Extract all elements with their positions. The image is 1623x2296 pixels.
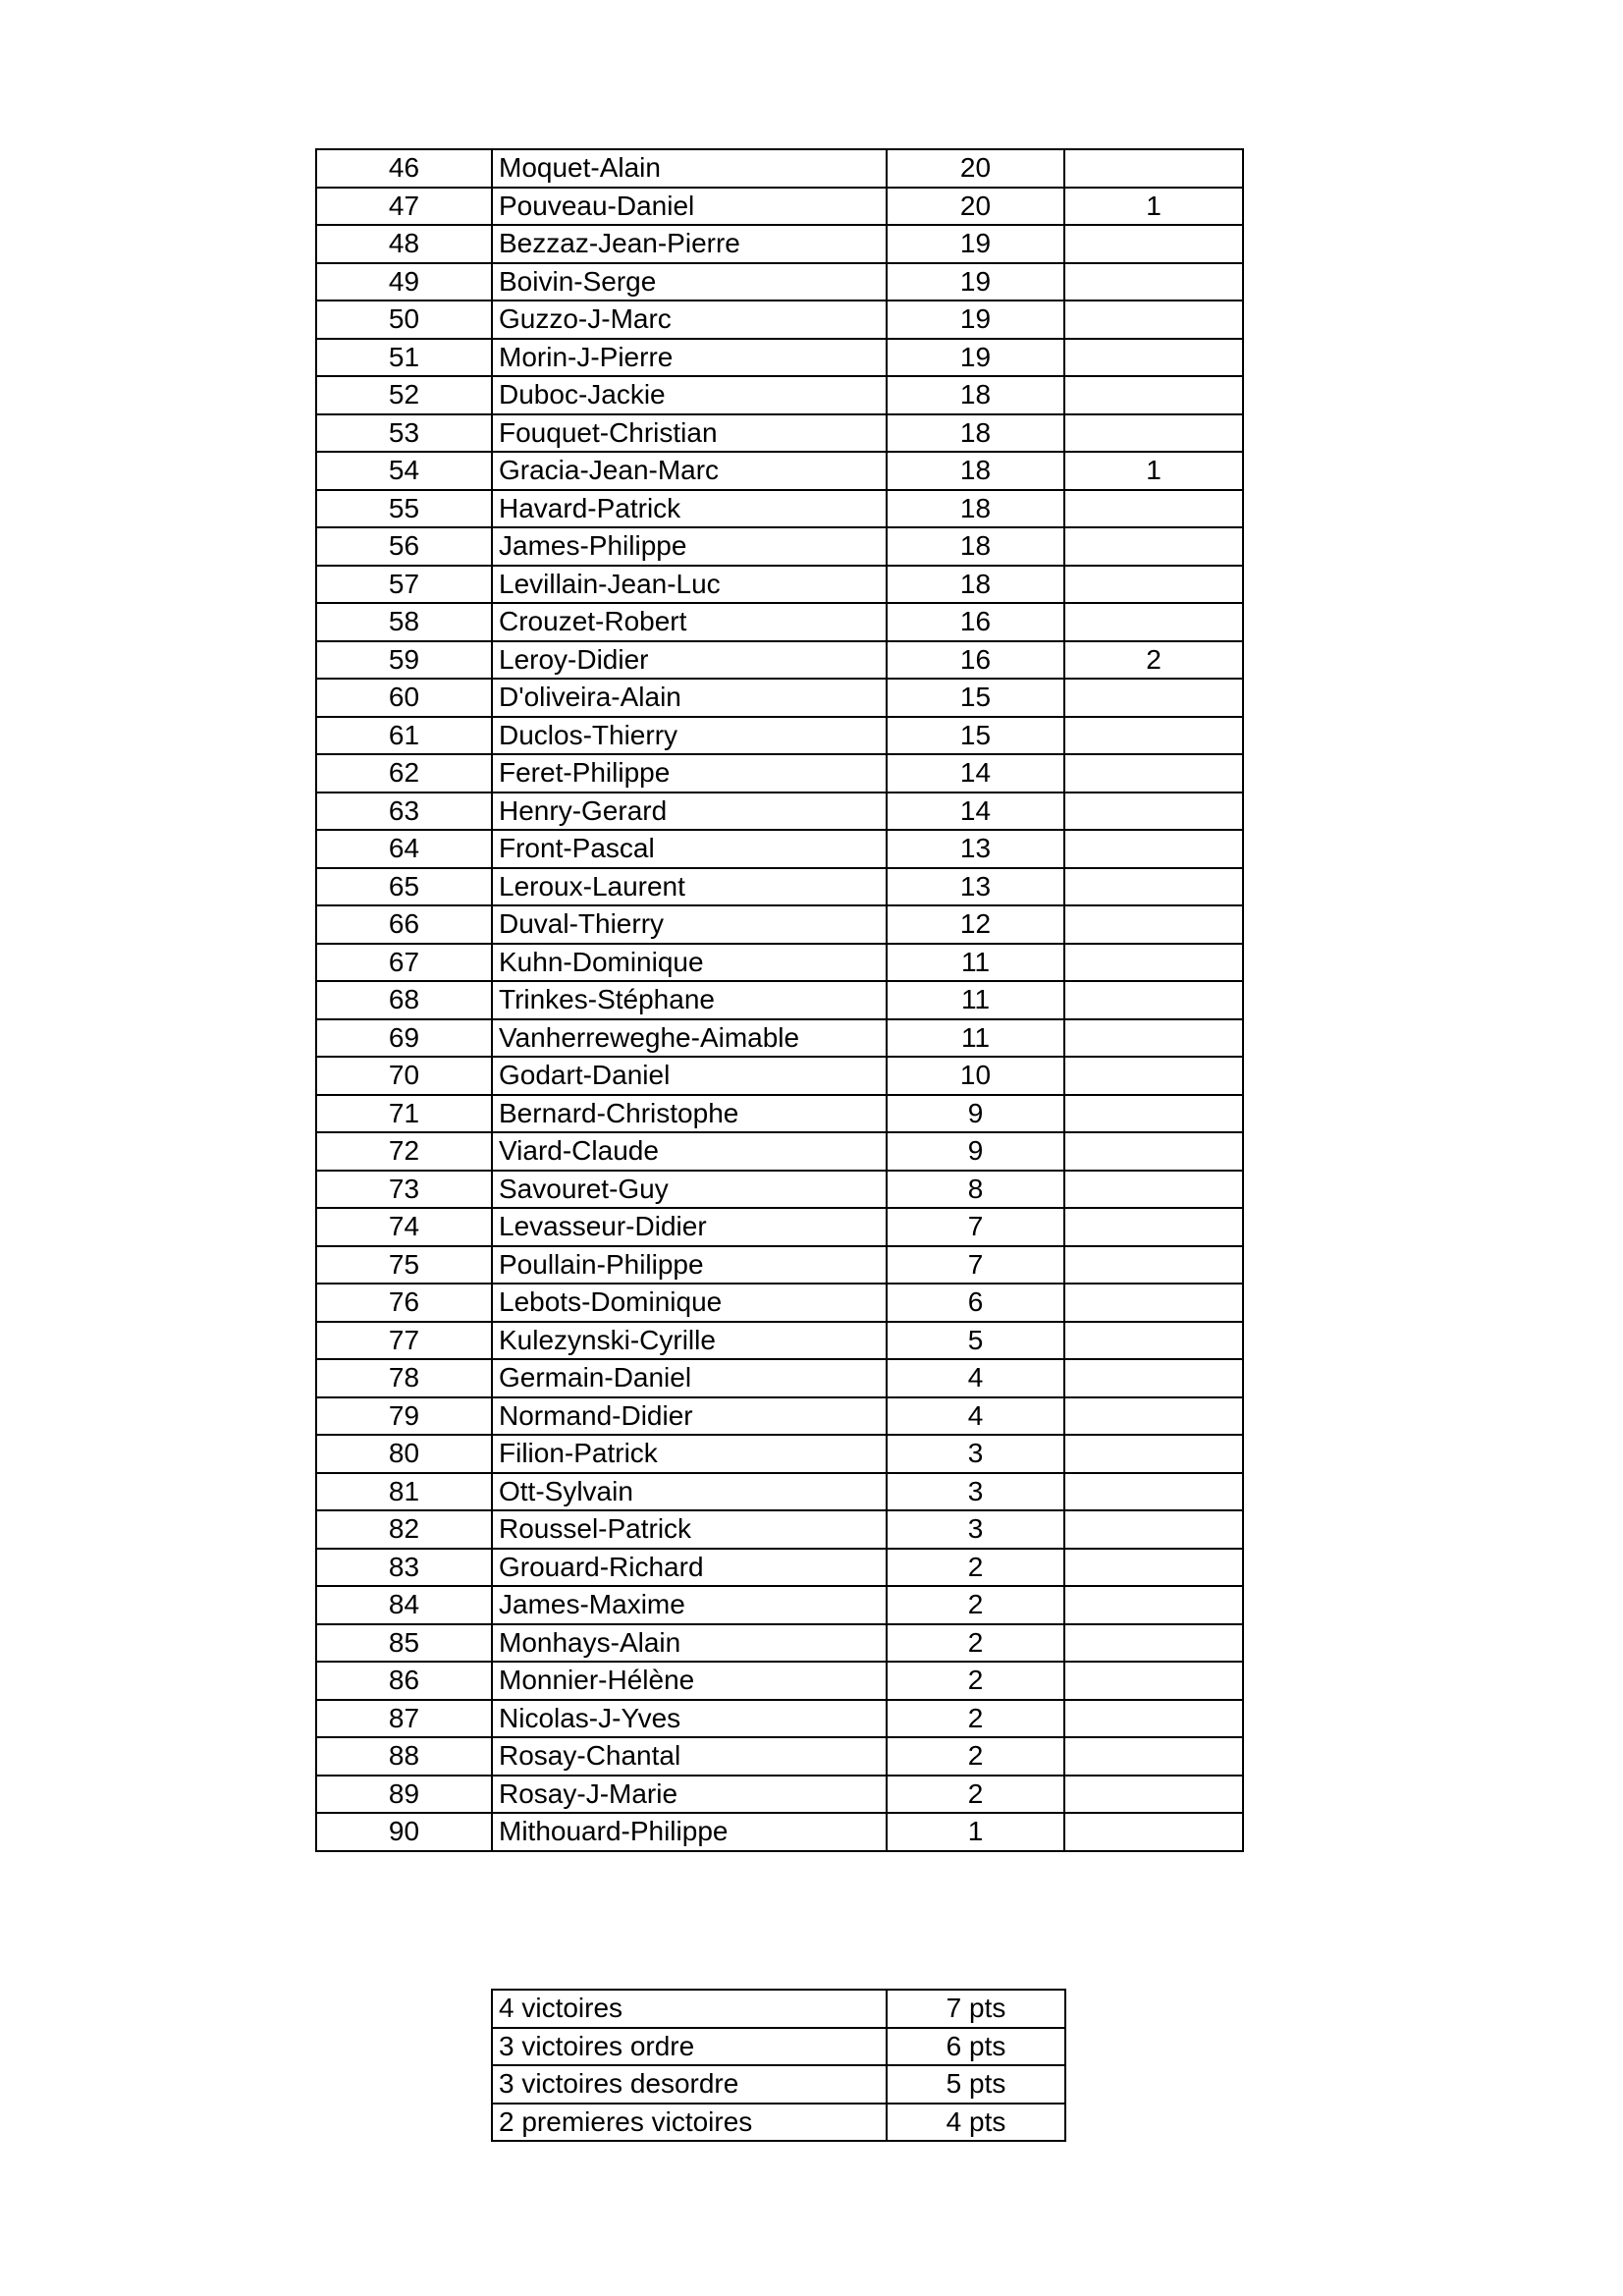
- table-row: [316, 1776, 1243, 1814]
- player-name-cell: Savouret-Guy: [492, 1171, 887, 1209]
- table-row: [316, 1322, 1243, 1360]
- table-row: [316, 1662, 1243, 1700]
- points-cell: 10: [887, 1057, 1064, 1095]
- player-name-cell: Vanherreweghe-Aimable: [492, 1019, 887, 1058]
- rank-cell: 52: [316, 376, 492, 414]
- player-name-cell: Rosay-J-Marie: [492, 1776, 887, 1814]
- bonus-cell: [1064, 754, 1243, 793]
- rank-cell: 69: [316, 1019, 492, 1058]
- player-name-cell: Mithouard-Philippe: [492, 1813, 887, 1851]
- points-cell: 19: [887, 301, 1064, 339]
- bonus-cell: [1064, 1510, 1243, 1549]
- rank-cell: 79: [316, 1397, 492, 1436]
- table-row: [316, 1171, 1243, 1209]
- bonus-cell: [1064, 1700, 1243, 1738]
- rank-cell: 78: [316, 1359, 492, 1397]
- bonus-cell: [1064, 1095, 1243, 1133]
- rank-cell: 73: [316, 1171, 492, 1209]
- player-name-cell: Grouard-Richard: [492, 1549, 887, 1587]
- table-row: [492, 1990, 1065, 2028]
- player-name-cell: Kuhn-Dominique: [492, 944, 887, 982]
- rank-cell: 65: [316, 868, 492, 906]
- table-row: [316, 1435, 1243, 1473]
- table-row: [316, 1246, 1243, 1285]
- player-name-cell: Kulezynski-Cyrille: [492, 1322, 887, 1360]
- rank-cell: 87: [316, 1700, 492, 1738]
- bonus-cell: [1064, 1132, 1243, 1171]
- rank-cell: 88: [316, 1737, 492, 1776]
- rank-cell: 70: [316, 1057, 492, 1095]
- rank-cell: 63: [316, 793, 492, 831]
- points-cell: 14: [887, 754, 1064, 793]
- player-name-cell: Poullain-Philippe: [492, 1246, 887, 1285]
- table-row: [316, 1284, 1243, 1322]
- rank-cell: 60: [316, 679, 492, 717]
- points-cell: 3: [887, 1510, 1064, 1549]
- table-row: [316, 452, 1243, 490]
- bonus-cell: [1064, 527, 1243, 566]
- ranking-table-body: [316, 149, 1243, 1851]
- player-name-cell: Leroux-Laurent: [492, 868, 887, 906]
- points-cell: 13: [887, 868, 1064, 906]
- table-row: [316, 1549, 1243, 1587]
- player-name-cell: Feret-Philippe: [492, 754, 887, 793]
- table-row: [316, 1737, 1243, 1776]
- player-name-cell: Germain-Daniel: [492, 1359, 887, 1397]
- bonus-cell: [1064, 1246, 1243, 1285]
- rank-cell: 48: [316, 225, 492, 263]
- player-name-cell: Godart-Daniel: [492, 1057, 887, 1095]
- table-row: [316, 1208, 1243, 1246]
- bonus-cell: [1064, 830, 1243, 868]
- rank-cell: 76: [316, 1284, 492, 1322]
- rank-cell: 56: [316, 527, 492, 566]
- bonus-cell: [1064, 981, 1243, 1019]
- points-cell: 3: [887, 1435, 1064, 1473]
- bonus-cell: [1064, 149, 1243, 188]
- ranking-table: [315, 148, 1244, 1852]
- bonus-cell: [1064, 717, 1243, 755]
- rank-cell: 57: [316, 566, 492, 604]
- player-name-cell: Bezzaz-Jean-Pierre: [492, 225, 887, 263]
- player-name-cell: Morin-J-Pierre: [492, 339, 887, 377]
- points-cell: 20: [887, 188, 1064, 226]
- points-cell: 16: [887, 641, 1064, 680]
- bonus-cell: [1064, 1473, 1243, 1511]
- table-row: [316, 1473, 1243, 1511]
- rank-cell: 77: [316, 1322, 492, 1360]
- player-name-cell: Duclos-Thierry: [492, 717, 887, 755]
- rank-cell: 66: [316, 905, 492, 944]
- player-name-cell: Duboc-Jackie: [492, 376, 887, 414]
- scoring-table: [491, 1989, 1066, 2142]
- rank-cell: 80: [316, 1435, 492, 1473]
- bonus-cell: [1064, 868, 1243, 906]
- scoring-label-cell: 3 victoires ordre: [492, 2028, 887, 2066]
- points-cell: 6: [887, 1284, 1064, 1322]
- player-name-cell: Leroy-Didier: [492, 641, 887, 680]
- rank-cell: 86: [316, 1662, 492, 1700]
- scoring-label-cell: 2 premieres victoires: [492, 2104, 887, 2142]
- points-cell: 18: [887, 527, 1064, 566]
- rank-cell: 62: [316, 754, 492, 793]
- bonus-cell: [1064, 679, 1243, 717]
- player-name-cell: Boivin-Serge: [492, 263, 887, 301]
- table-row: [316, 905, 1243, 944]
- points-cell: 18: [887, 376, 1064, 414]
- bonus-cell: [1064, 225, 1243, 263]
- bonus-cell: [1064, 603, 1243, 641]
- player-name-cell: James-Maxime: [492, 1586, 887, 1624]
- table-row: [316, 1813, 1243, 1851]
- rank-cell: 72: [316, 1132, 492, 1171]
- points-cell: 8: [887, 1171, 1064, 1209]
- points-cell: 2: [887, 1776, 1064, 1814]
- player-name-cell: Crouzet-Robert: [492, 603, 887, 641]
- rank-cell: 47: [316, 188, 492, 226]
- table-row: [316, 944, 1243, 982]
- rank-cell: 49: [316, 263, 492, 301]
- player-name-cell: Rosay-Chantal: [492, 1737, 887, 1776]
- scoring-label-cell: 3 victoires desordre: [492, 2065, 887, 2104]
- points-cell: 11: [887, 1019, 1064, 1058]
- rank-cell: 81: [316, 1473, 492, 1511]
- rank-cell: 74: [316, 1208, 492, 1246]
- scoring-points-cell: 6 pts: [887, 2028, 1065, 2066]
- points-cell: 20: [887, 149, 1064, 188]
- bonus-cell: [1064, 1171, 1243, 1209]
- table-row: [316, 1700, 1243, 1738]
- rank-cell: 71: [316, 1095, 492, 1133]
- player-name-cell: Levillain-Jean-Luc: [492, 566, 887, 604]
- table-row: [316, 566, 1243, 604]
- bonus-cell: [1064, 1057, 1243, 1095]
- table-row: [492, 2065, 1065, 2104]
- points-cell: 14: [887, 793, 1064, 831]
- rank-cell: 64: [316, 830, 492, 868]
- scoring-points-cell: 5 pts: [887, 2065, 1065, 2104]
- scoring-points-cell: 7 pts: [887, 1990, 1065, 2028]
- player-name-cell: Havard-Patrick: [492, 490, 887, 528]
- bonus-cell: [1064, 1322, 1243, 1360]
- bonus-cell: [1064, 566, 1243, 604]
- table-row: [316, 603, 1243, 641]
- table-row: [316, 376, 1243, 414]
- scoring-table-body: [492, 1990, 1065, 2141]
- bonus-cell: [1064, 1813, 1243, 1851]
- points-cell: 15: [887, 679, 1064, 717]
- bonus-cell: [1064, 1662, 1243, 1700]
- player-name-cell: James-Philippe: [492, 527, 887, 566]
- bonus-cell: [1064, 1586, 1243, 1624]
- bonus-cell: [1064, 1208, 1243, 1246]
- table-row: [316, 527, 1243, 566]
- table-row: [316, 1624, 1243, 1663]
- rank-cell: 58: [316, 603, 492, 641]
- table-row: [316, 339, 1243, 377]
- rank-cell: 67: [316, 944, 492, 982]
- player-name-cell: D'oliveira-Alain: [492, 679, 887, 717]
- player-name-cell: Lebots-Dominique: [492, 1284, 887, 1322]
- table-row: [316, 301, 1243, 339]
- points-cell: 4: [887, 1359, 1064, 1397]
- bonus-cell: [1064, 1284, 1243, 1322]
- player-name-cell: Monhays-Alain: [492, 1624, 887, 1663]
- bonus-cell: [1064, 944, 1243, 982]
- table-row: [492, 2028, 1065, 2066]
- table-row: [316, 793, 1243, 831]
- points-cell: 11: [887, 944, 1064, 982]
- points-cell: 3: [887, 1473, 1064, 1511]
- player-name-cell: Roussel-Patrick: [492, 1510, 887, 1549]
- player-name-cell: Normand-Didier: [492, 1397, 887, 1436]
- table-row: [316, 263, 1243, 301]
- points-cell: 2: [887, 1737, 1064, 1776]
- bonus-cell: [1064, 1776, 1243, 1814]
- rank-cell: 82: [316, 1510, 492, 1549]
- points-cell: 1: [887, 1813, 1064, 1851]
- rank-cell: 89: [316, 1776, 492, 1814]
- points-cell: 9: [887, 1132, 1064, 1171]
- rank-cell: 53: [316, 414, 492, 453]
- table-row: [316, 1019, 1243, 1058]
- player-name-cell: Henry-Gerard: [492, 793, 887, 831]
- table-row: [316, 1057, 1243, 1095]
- points-cell: 11: [887, 981, 1064, 1019]
- table-row: [316, 414, 1243, 453]
- player-name-cell: Monnier-Hélène: [492, 1662, 887, 1700]
- table-row: [316, 754, 1243, 793]
- table-row: [316, 225, 1243, 263]
- rank-cell: 46: [316, 149, 492, 188]
- bonus-cell: [1064, 301, 1243, 339]
- bonus-cell: [1064, 263, 1243, 301]
- points-cell: 7: [887, 1246, 1064, 1285]
- bonus-cell: [1064, 1549, 1243, 1587]
- table-row: [316, 490, 1243, 528]
- rank-cell: 84: [316, 1586, 492, 1624]
- bonus-cell: 1: [1064, 452, 1243, 490]
- rank-cell: 51: [316, 339, 492, 377]
- bonus-cell: 1: [1064, 188, 1243, 226]
- rank-cell: 68: [316, 981, 492, 1019]
- points-cell: 9: [887, 1095, 1064, 1133]
- player-name-cell: Trinkes-Stéphane: [492, 981, 887, 1019]
- player-name-cell: Gracia-Jean-Marc: [492, 452, 887, 490]
- points-cell: 18: [887, 452, 1064, 490]
- points-cell: 18: [887, 566, 1064, 604]
- points-cell: 2: [887, 1549, 1064, 1587]
- points-cell: 2: [887, 1700, 1064, 1738]
- player-name-cell: Moquet-Alain: [492, 149, 887, 188]
- rank-cell: 54: [316, 452, 492, 490]
- rank-cell: 61: [316, 717, 492, 755]
- points-cell: 4: [887, 1397, 1064, 1436]
- rank-cell: 50: [316, 301, 492, 339]
- points-cell: 5: [887, 1322, 1064, 1360]
- player-name-cell: Guzzo-J-Marc: [492, 301, 887, 339]
- table-row: [316, 1586, 1243, 1624]
- bonus-cell: [1064, 1019, 1243, 1058]
- points-cell: 16: [887, 603, 1064, 641]
- bonus-cell: [1064, 376, 1243, 414]
- player-name-cell: Bernard-Christophe: [492, 1095, 887, 1133]
- table-row: [316, 1132, 1243, 1171]
- player-name-cell: Viard-Claude: [492, 1132, 887, 1171]
- player-name-cell: Fouquet-Christian: [492, 414, 887, 453]
- points-cell: 2: [887, 1662, 1064, 1700]
- player-name-cell: Pouveau-Daniel: [492, 188, 887, 226]
- bonus-cell: [1064, 905, 1243, 944]
- points-cell: 7: [887, 1208, 1064, 1246]
- bonus-cell: [1064, 339, 1243, 377]
- points-cell: 19: [887, 225, 1064, 263]
- points-cell: 18: [887, 490, 1064, 528]
- points-cell: 19: [887, 339, 1064, 377]
- rank-cell: 55: [316, 490, 492, 528]
- table-row: [316, 641, 1243, 680]
- points-cell: 2: [887, 1624, 1064, 1663]
- player-name-cell: Duval-Thierry: [492, 905, 887, 944]
- bonus-cell: 2: [1064, 641, 1243, 680]
- table-row: [316, 717, 1243, 755]
- scoring-points-cell: 4 pts: [887, 2104, 1065, 2142]
- bonus-cell: [1064, 490, 1243, 528]
- rank-cell: 59: [316, 641, 492, 680]
- table-row: [492, 2104, 1065, 2142]
- points-cell: 2: [887, 1586, 1064, 1624]
- table-row: [316, 1510, 1243, 1549]
- player-name-cell: Levasseur-Didier: [492, 1208, 887, 1246]
- table-row: [316, 149, 1243, 188]
- table-row: [316, 868, 1243, 906]
- rank-cell: 90: [316, 1813, 492, 1851]
- scoring-label-cell: 4 victoires: [492, 1990, 887, 2028]
- table-row: [316, 679, 1243, 717]
- rank-cell: 85: [316, 1624, 492, 1663]
- points-cell: 15: [887, 717, 1064, 755]
- points-cell: 18: [887, 414, 1064, 453]
- points-cell: 12: [887, 905, 1064, 944]
- bonus-cell: [1064, 1737, 1243, 1776]
- player-name-cell: Filion-Patrick: [492, 1435, 887, 1473]
- player-name-cell: Ott-Sylvain: [492, 1473, 887, 1511]
- bonus-cell: [1064, 1359, 1243, 1397]
- bonus-cell: [1064, 1397, 1243, 1436]
- table-row: [316, 981, 1243, 1019]
- player-name-cell: Nicolas-J-Yves: [492, 1700, 887, 1738]
- rank-cell: 83: [316, 1549, 492, 1587]
- table-row: [316, 830, 1243, 868]
- bonus-cell: [1064, 1435, 1243, 1473]
- bonus-cell: [1064, 793, 1243, 831]
- bonus-cell: [1064, 414, 1243, 453]
- table-row: [316, 188, 1243, 226]
- player-name-cell: Front-Pascal: [492, 830, 887, 868]
- table-row: [316, 1095, 1243, 1133]
- points-cell: 19: [887, 263, 1064, 301]
- table-row: [316, 1397, 1243, 1436]
- points-cell: 13: [887, 830, 1064, 868]
- bonus-cell: [1064, 1624, 1243, 1663]
- rank-cell: 75: [316, 1246, 492, 1285]
- table-row: [316, 1359, 1243, 1397]
